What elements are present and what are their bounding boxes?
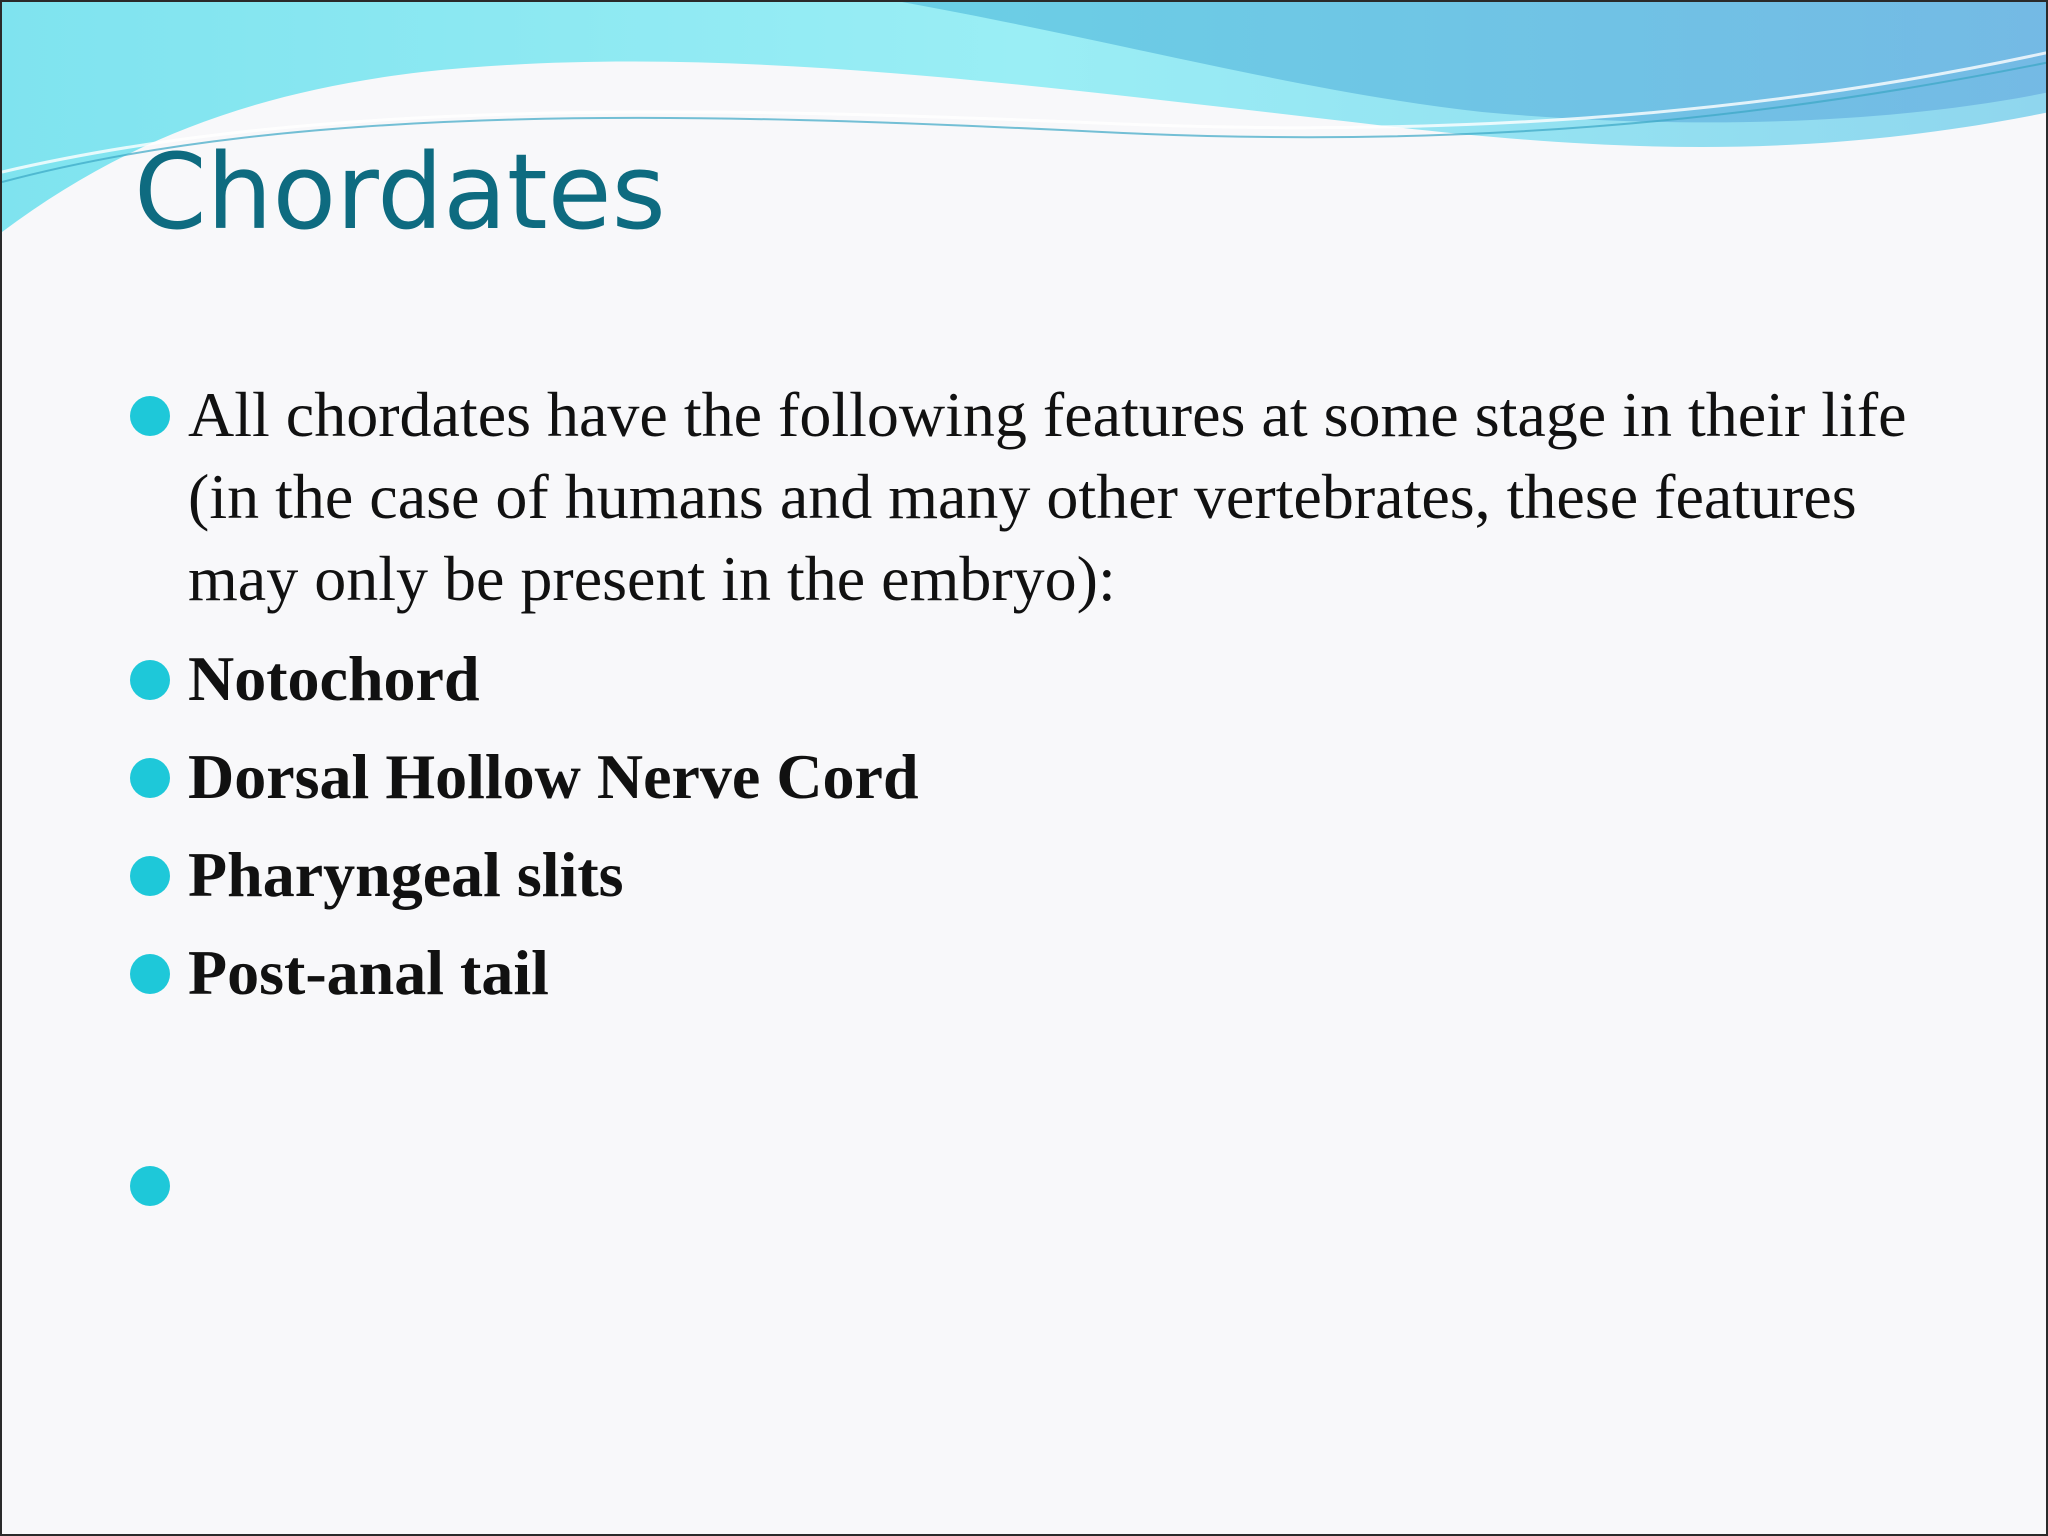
list-item (130, 834, 1920, 916)
list-item-empty (130, 1144, 1920, 1226)
bullet-dot-icon (130, 1166, 170, 1206)
bullet-text: Notochord (188, 643, 480, 714)
bullet-text: Post-anal tail (188, 937, 549, 1008)
list-item (130, 638, 1920, 720)
list-item (130, 932, 1920, 1014)
bullet-text: Dorsal Hollow Nerve Cord (188, 741, 919, 812)
bullet-list (130, 374, 1920, 1226)
bullet-dot-icon (130, 396, 170, 436)
bullet-text: All chordates have the following features at some stage in their life (in the case of humans and many other vertebrates, these features may only be present in the embryo): (188, 379, 1907, 614)
bullet-text: Pharyngeal slits (188, 839, 624, 910)
list-item (130, 736, 1920, 818)
bullet-dot-icon (130, 758, 170, 798)
bullet-dot-icon (130, 856, 170, 896)
slide-title: Chordates (134, 131, 666, 253)
list-item (130, 374, 1920, 620)
bullet-dot-icon (130, 954, 170, 994)
bullet-dot-icon (130, 660, 170, 700)
